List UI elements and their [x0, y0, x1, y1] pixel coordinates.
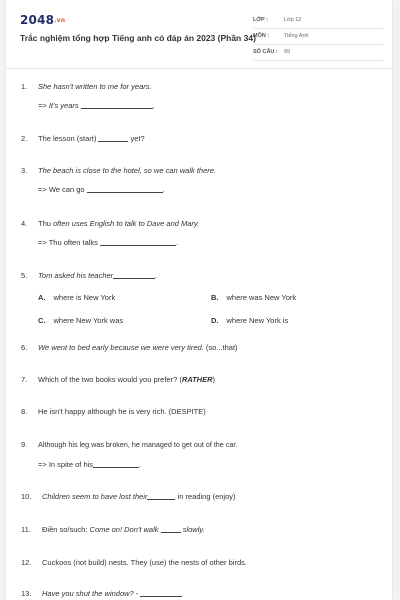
document-title: Trắc nghiệm tổng hợp Tiếng anh có đáp án 2023 (Phần 34) — [20, 33, 256, 43]
question-text: Điền so/such: Come on! Don't walk slowly. — [42, 525, 205, 534]
answer-blank[interactable] — [93, 460, 139, 468]
option-c[interactable]: C. where New York was — [38, 316, 124, 325]
question-3-rewrite: => We can go . — [38, 185, 165, 194]
meta-count-label: SỐ CÂU : — [253, 49, 278, 55]
answer-blank[interactable] — [98, 134, 128, 142]
question-number: 2. — [21, 134, 28, 143]
question-4-rewrite: => Thu often talks . — [38, 238, 179, 247]
worksheet-page — [6, 0, 392, 600]
question-text: Cuckoos (not build) nests. They (use) the nests of other birds. — [42, 558, 247, 567]
question-text: He isn't happy although he is very rich. (DESPITE) — [38, 407, 206, 416]
answer-blank[interactable] — [147, 492, 175, 500]
question-number: 3. — [21, 166, 28, 175]
question-number: 11. — [21, 525, 31, 534]
question-1-rewrite: => It's years . — [38, 101, 155, 110]
question-number: 4. — [21, 219, 28, 228]
meta-class — [253, 14, 383, 29]
question-number: 6. — [21, 343, 28, 352]
question-number: 13. — [21, 589, 32, 598]
meta-class-label: LỚP : — [253, 17, 268, 23]
question-9-rewrite: => In spite of his . — [38, 460, 142, 469]
site-logo[interactable]: 2048.vn — [20, 13, 66, 27]
meta-class-value: Lớp 12 — [284, 17, 302, 23]
question-number: 9. — [21, 440, 28, 449]
answer-blank[interactable] — [100, 238, 176, 246]
answer-blank[interactable] — [87, 185, 163, 193]
question-text: Children seem to have lost their in reading (enjoy) — [42, 492, 236, 501]
question-number: 8. — [21, 407, 28, 416]
meta-count-value: 99 — [284, 49, 291, 55]
answer-blank[interactable] — [81, 101, 153, 109]
option-b[interactable]: B. where was New York — [211, 293, 297, 302]
question-text: She hasn't written to me for years. — [38, 82, 152, 91]
option-a[interactable]: A. where is New York — [38, 293, 116, 302]
meta-subject — [253, 30, 383, 45]
question-text: Tom asked his teacher . — [38, 271, 158, 280]
question-text: Although his leg was broken, he managed to get out of the car. — [38, 440, 238, 449]
question-number: 10. — [21, 492, 32, 501]
document-header — [6, 0, 392, 69]
question-number: 12. — [21, 558, 32, 567]
question-text: The lesson (start) yet? — [38, 134, 145, 143]
question-number: 5. — [21, 271, 28, 280]
meta-question-count — [253, 46, 383, 61]
question-text: We went to bed early because we were very tired. (so...that) — [38, 343, 238, 352]
question-text: Thu often uses English to talk to Dave and Mary. — [38, 219, 200, 228]
question-text: Have you shut the window? - — [42, 589, 182, 598]
question-text: Which of the two books would you prefer? (RATHER) — [38, 375, 216, 384]
option-d[interactable]: D. where New York is — [211, 316, 289, 325]
answer-blank[interactable] — [140, 589, 182, 597]
question-text: The beach is close to the hotel, so we can walk there. — [38, 166, 217, 175]
question-number: 1. — [21, 82, 28, 91]
answer-blank[interactable] — [113, 271, 155, 279]
meta-subject-value: Tiếng Anh — [284, 33, 309, 39]
answer-blank[interactable] — [161, 525, 181, 533]
meta-subject-label: MÔN : — [253, 33, 270, 39]
question-number: 7. — [21, 375, 28, 384]
